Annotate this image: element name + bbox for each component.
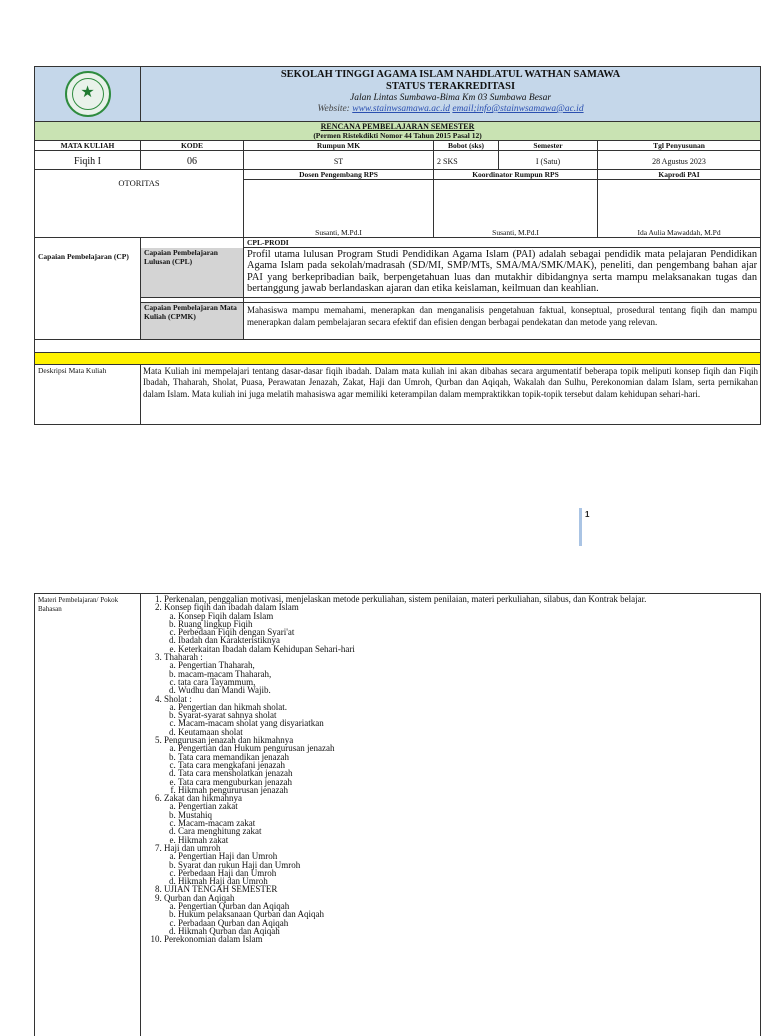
- materi-subitem: e. Tata cara menguburkan jenazah: [178, 778, 757, 786]
- materi-sublist: [164, 852, 757, 885]
- col-rumpun: Rumpun MK: [244, 141, 434, 151]
- materi-item: [164, 603, 757, 653]
- materi-item-title: Perekonomian dalam Islam: [164, 934, 262, 944]
- otoritas-label: OTORITAS: [118, 178, 159, 188]
- rumpun-value: ST: [334, 157, 343, 166]
- cpl-text: Profil utama lulusan Program Studi Pendidikan Agama Islam (PAI) adalah sebagai pendidik mata pelajaran Pendidikan Agama Islam pada sekolah/madrasah (SD/MI, SMP/MTs, SMA/MA/SMK/MAK), peneliti, dan pengembang bahan ajar PAI yang berkepribadian baik, berpengetahuan luas dan mutakhir dibidangnya serta mampu melaksanakan tugas dan bertanggung jawab berlandaskan ajaran dan etika keislaman, keilmuan dan keahlian.: [244, 248, 761, 298]
- materi-subitem: c. Perbedaan Haji dan Umroh: [178, 869, 757, 877]
- materi-item: [164, 885, 757, 893]
- materi-sublist: [164, 703, 757, 736]
- kaprodi-signature: Ida Aulia Mawaddah, M.Pd: [598, 180, 761, 238]
- materi-item: [164, 844, 757, 885]
- dosen-signature: Susanti, M.Pd.I: [244, 180, 434, 238]
- materi-subitem: b. Hukum pelaksanaan Qurban dan Aqiqah: [178, 910, 757, 918]
- materi-item: [164, 695, 757, 736]
- materi-subitem: b. Syarat-syarat sahnya sholat: [178, 711, 757, 719]
- website-label: Website:: [317, 104, 349, 114]
- materi-subitem: a. Pengertian Thaharah,: [178, 661, 757, 669]
- rps-title: RENCANA PEMBELAJARAN SEMESTER: [38, 122, 757, 131]
- website-link[interactable]: www.stainwsamawa.ac.id: [352, 104, 450, 114]
- materi-subitem: b. Mustahiq: [178, 811, 757, 819]
- materi-subitem: b. Syarat dan rukun Haji dan Umroh: [178, 861, 757, 869]
- bobot-value: 2 SKS: [437, 157, 458, 166]
- materi-subitem: a. Pengertian dan Hukum pengurusan jenazah: [178, 744, 757, 752]
- materi-subitem: d. Wudhu dan Mandi Wajib.: [178, 686, 757, 694]
- materi-subitem: b. macam-macam Thaharah,: [178, 670, 757, 678]
- materi-subitem: b. Ruang lingkup Fiqih: [178, 620, 757, 628]
- cpl-label: Capaian Pembelajaran Lulusan (CPL): [141, 248, 244, 298]
- kode-value: 06: [187, 156, 197, 167]
- deskripsi-text: Mata Kuliah ini mempelajari tentang dasar-dasar fiqih ibadah. Dalam mata kuliah ini akan dibahas secara argumentatif beberapa topik meliputi konsep fiqih dan Fiqih Ibadah, Thaharah, Sholat, Puasa, Perawatan Jenazah, Zakat, Haji dan Umroh, Qurban dan Aqiqah, Wakalah dan Sulhu, Perekonomian dalam Islam, serta pernikahan dalam Islam. Mata kuliah ini juga melatih mahasiswa agar memiliki keterampilan dalam mempraktikkan topik-topik tersebut dalam kehidupan sehari-hari.: [141, 364, 761, 424]
- cpl-prodi-label: CPL-PRODI: [244, 238, 761, 248]
- materi-item: [164, 794, 757, 844]
- materi-item-title: Haji dan umroh: [164, 843, 221, 853]
- col-semester: Semester: [499, 141, 598, 151]
- materi-subitem: a. Pengertian Qurban dan Aqiqah: [178, 902, 757, 910]
- materi-sublist: [164, 661, 757, 694]
- kaprodi-label: Kaprodi PAI: [598, 170, 761, 180]
- email-link[interactable]: email;info@stainwsamawa@ac.id: [452, 104, 583, 114]
- materi-subitem: e. Keterkaitan Ibadah dalam Kehidupan Sehari-hari: [178, 645, 757, 653]
- materi-subitem: f. Hikmah pengururusan jenazah: [178, 786, 757, 794]
- institution-name: SEKOLAH TINGGI AGAMA ISLAM NAHDLATUL WATHAN SAMAWA: [141, 69, 760, 81]
- rps-header-table: [34, 66, 760, 425]
- logo-cell: [35, 67, 141, 122]
- materi-item-title: Qurban dan Aqiqah: [164, 893, 234, 903]
- materi-subitem: c. Macam-macam zakat: [178, 819, 757, 827]
- koordinator-label: Koordinator Rumpun RPS: [434, 170, 598, 180]
- materi-subitem: c. Perbedaan Fiqih dengan Syari'at: [178, 628, 757, 636]
- deskripsi-label: Deskripsi Mata Kuliah: [35, 364, 141, 424]
- rps-title-cell: [35, 122, 761, 141]
- materi-subitem: c. tata cara Tayammum,: [178, 678, 757, 686]
- cpmk-text: Mahasiswa mampu memahami, menerapkan dan menganalisis pengetahuan faktual, konseptual, prosedural tentang fiqih dan mampu menerapkan dalam pembelajaran secara efektif dan efisien dengan berbagai pendekatan dan metode yang relevan.: [244, 302, 761, 339]
- col-kode: KODE: [141, 141, 244, 151]
- materi-item-title: Konsep fiqih dan ibadah dalam Islam: [164, 602, 299, 612]
- materi-item-title: Sholat :: [164, 694, 192, 704]
- institution-address: Jalan Lintas Sumbawa-Bima Km 03 Sumbawa Besar: [141, 93, 760, 104]
- materi-sublist: [164, 902, 757, 935]
- materi-subitem: d. Cara menghitung zakat: [178, 827, 757, 835]
- materi-subitem: d. Keutamaan sholat: [178, 728, 757, 736]
- materi-item-title: UJIAN TENGAH SEMESTER: [164, 884, 277, 894]
- col-bobot: Bobot (sks): [434, 141, 499, 151]
- materi-subitem: a. Pengertian dan hikmah sholat.: [178, 703, 757, 711]
- materi-item-title: Pengurusan jenazah dan hikmahnya: [164, 735, 293, 745]
- materi-subitem: a. Pengertian zakat: [178, 802, 757, 810]
- materi-sublist: [164, 744, 757, 794]
- materi-subitem: b. Tata cara memandikan jenazah: [178, 753, 757, 761]
- institution-banner: [141, 67, 761, 122]
- materi-list: [144, 595, 757, 943]
- page-number: 1: [585, 510, 589, 519]
- cp-label: Capaian Pembelajaran (CP): [35, 238, 141, 340]
- materi-subitem: c. Tata cara mengkafani jenazah: [178, 761, 757, 769]
- materi-label: Materi Pembelajaran/ Pokok Bahasan: [35, 594, 141, 1036]
- materi-table: [34, 593, 760, 1036]
- materi-item-title: Perkenalan, penggalian motivasi, menjelaskan metode perkuliahan, sistem penilaian, materi perkuliahan, silabus, dan Kontrak belajar.: [164, 594, 646, 604]
- koordinator-signature: Susanti, M.Pd.I: [434, 180, 598, 238]
- mata-kuliah-value: Fiqih I: [74, 156, 101, 167]
- tgl-value: 28 Agustus 2023: [652, 157, 706, 166]
- materi-subitem: a. Pengertian Haji dan Umroh: [178, 852, 757, 860]
- materi-subitem: d. Tata cara mensholatkan jenazah: [178, 769, 757, 777]
- section-divider: [35, 352, 761, 364]
- materi-item-title: Thaharah :: [164, 652, 203, 662]
- materi-subitem: c. Macam-macam sholat yang disyariatkan: [178, 719, 757, 727]
- materi-sublist: [164, 802, 757, 843]
- rps-subtitle: (Permen Ristekdikti Nomor 44 Tahun 2015 Pasal 12): [38, 131, 757, 140]
- materi-item: [164, 935, 757, 943]
- materi-subitem: e. Hikmah zakat: [178, 836, 757, 844]
- institution-logo: [65, 71, 111, 117]
- materi-item: [164, 653, 757, 694]
- materi-subitem: d. Ibadah dan Karakteristiknya: [178, 636, 757, 644]
- institution-contact: [141, 104, 760, 115]
- accreditation-status: STATUS TERAKREDITASI: [141, 81, 760, 93]
- materi-sublist: [164, 612, 757, 653]
- materi-subitem: d. Hikmah Haji dan Umroh: [178, 877, 757, 885]
- cpmk-label: Capaian Pembelajaran Mata Kuliah (CPMK): [141, 302, 244, 339]
- materi-item-title: Zakat dan hikmahnya: [164, 793, 242, 803]
- materi-subitem: a. Konsep Fiqih dalam Islam: [178, 612, 757, 620]
- materi-subitem: c. Perbadaan Qurban dan Aqiqah: [178, 919, 757, 927]
- semester-value: I (Satu): [536, 157, 560, 166]
- page-divider-bar: [579, 508, 582, 546]
- otoritas-cell: [35, 170, 244, 238]
- materi-subitem: d. Hikmah Qurban dan Aqiqah: [178, 927, 757, 935]
- dosen-label: Dosen Pengembang RPS: [244, 170, 434, 180]
- col-tgl: Tgl Penyusunan: [598, 141, 761, 151]
- materi-item: [164, 736, 757, 794]
- col-mata-kuliah: MATA KULIAH: [35, 141, 141, 151]
- materi-item: [164, 894, 757, 935]
